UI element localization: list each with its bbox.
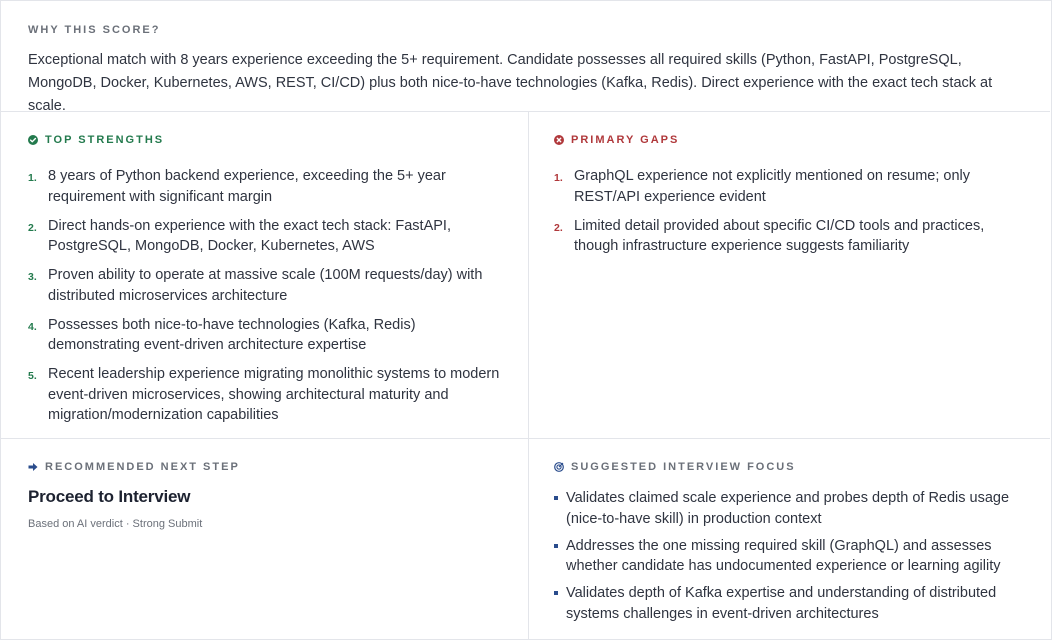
item-number: 2.: [554, 221, 563, 234]
item-number: 3.: [28, 271, 37, 283]
why-this-score-text: Exceptional match with 8 years experience exceeding the 5+ requirement. Candidate possesses all required skills (Python, FastAPI, PostgreSQL, MongoDB, Docker, Kubernetes, AWS, REST, CI/CD) plus both nice-to-have technologies (Kafka, Redis). Direct experience with the exact tech stack at scale.: [28, 52, 993, 114]
check-circle-icon: [28, 135, 38, 145]
x-circle-icon: [554, 135, 564, 145]
list-item: [554, 166, 1024, 207]
arrow-right-icon: [28, 462, 38, 472]
list-item: [554, 216, 1024, 257]
gaps-list: [554, 166, 1024, 257]
top-strengths-panel: [28, 134, 508, 434]
next-step-subtitle: Based on AI verdict · Strong Submit: [28, 518, 203, 530]
item-number: 1.: [554, 172, 563, 184]
strengths-list: [28, 166, 508, 426]
item-text: Possesses both nice-to-have technologies (Kafka, Redis) demonstrating event-driven architecture expertise: [48, 316, 416, 353]
column-divider: [528, 112, 529, 640]
item-text: Addresses the one missing required skill (GraphQL) and assesses whether candidate has undocumented experience or learning agility: [566, 537, 1001, 574]
list-item: [28, 364, 508, 426]
interview-focus-heading: SUGGESTED INTERVIEW FOCUS: [571, 461, 796, 473]
list-item: [554, 488, 1034, 529]
item-number: 2.: [28, 221, 37, 234]
interview-focus-panel: [554, 461, 1034, 631]
top-strengths-heading: TOP STRENGTHS: [45, 134, 165, 146]
next-step-title: Proceed to Interview: [28, 487, 191, 506]
list-item: [554, 536, 1034, 577]
item-number: 1.: [28, 172, 37, 184]
why-this-score-heading: WHY THIS SCORE?: [28, 24, 161, 36]
target-icon: [554, 462, 564, 472]
item-text: Validates claimed scale experience and probes depth of Redis usage (nice-to-have skill) in production context: [566, 490, 1010, 527]
bullet: [554, 536, 566, 577]
list-item: [28, 265, 508, 306]
primary-gaps-heading: PRIMARY GAPS: [571, 134, 680, 146]
item-text: GraphQL experience not explicitly mentioned on resume; only REST/API experience evident: [574, 168, 971, 205]
list-item: [28, 315, 508, 356]
bullet: [554, 583, 566, 624]
why-this-score-section: [0, 0, 1050, 112]
row-divider: [0, 438, 1050, 439]
list-item: [28, 216, 508, 257]
item-text: Recent leadership experience migrating monolithic systems to modern event-driven microservices, showing architectural maturity and migration/modernization capabilities: [48, 366, 500, 423]
item-text: Direct hands-on experience with the exact tech stack: FastAPI, PostgreSQL, MongoDB, Docker, Kubernetes, AWS: [48, 217, 451, 254]
list-item: [554, 583, 1034, 624]
recommended-next-step-heading: RECOMMENDED NEXT STEP: [45, 461, 240, 473]
list-item: [28, 166, 508, 207]
focus-list: [554, 488, 1034, 624]
primary-gaps-panel: [554, 134, 1024, 265]
item-text: Limited detail provided about specific CI/CD tools and practices, though infrastructure experience suggests familiarity: [574, 217, 985, 254]
item-text: 8 years of Python backend experience, exceeding the 5+ year requirement with significant margin: [48, 168, 446, 205]
item-text: Validates depth of Kafka expertise and understanding of distributed systems challenges in event-driven architectures: [566, 585, 997, 622]
item-number: 5.: [28, 370, 37, 382]
item-text: Proven ability to operate at massive scale (100M requests/day) with distributed microservices architecture: [48, 267, 483, 304]
item-number: 4.: [28, 320, 37, 333]
bullet: [554, 488, 566, 529]
recommended-next-step-panel: [28, 461, 508, 530]
